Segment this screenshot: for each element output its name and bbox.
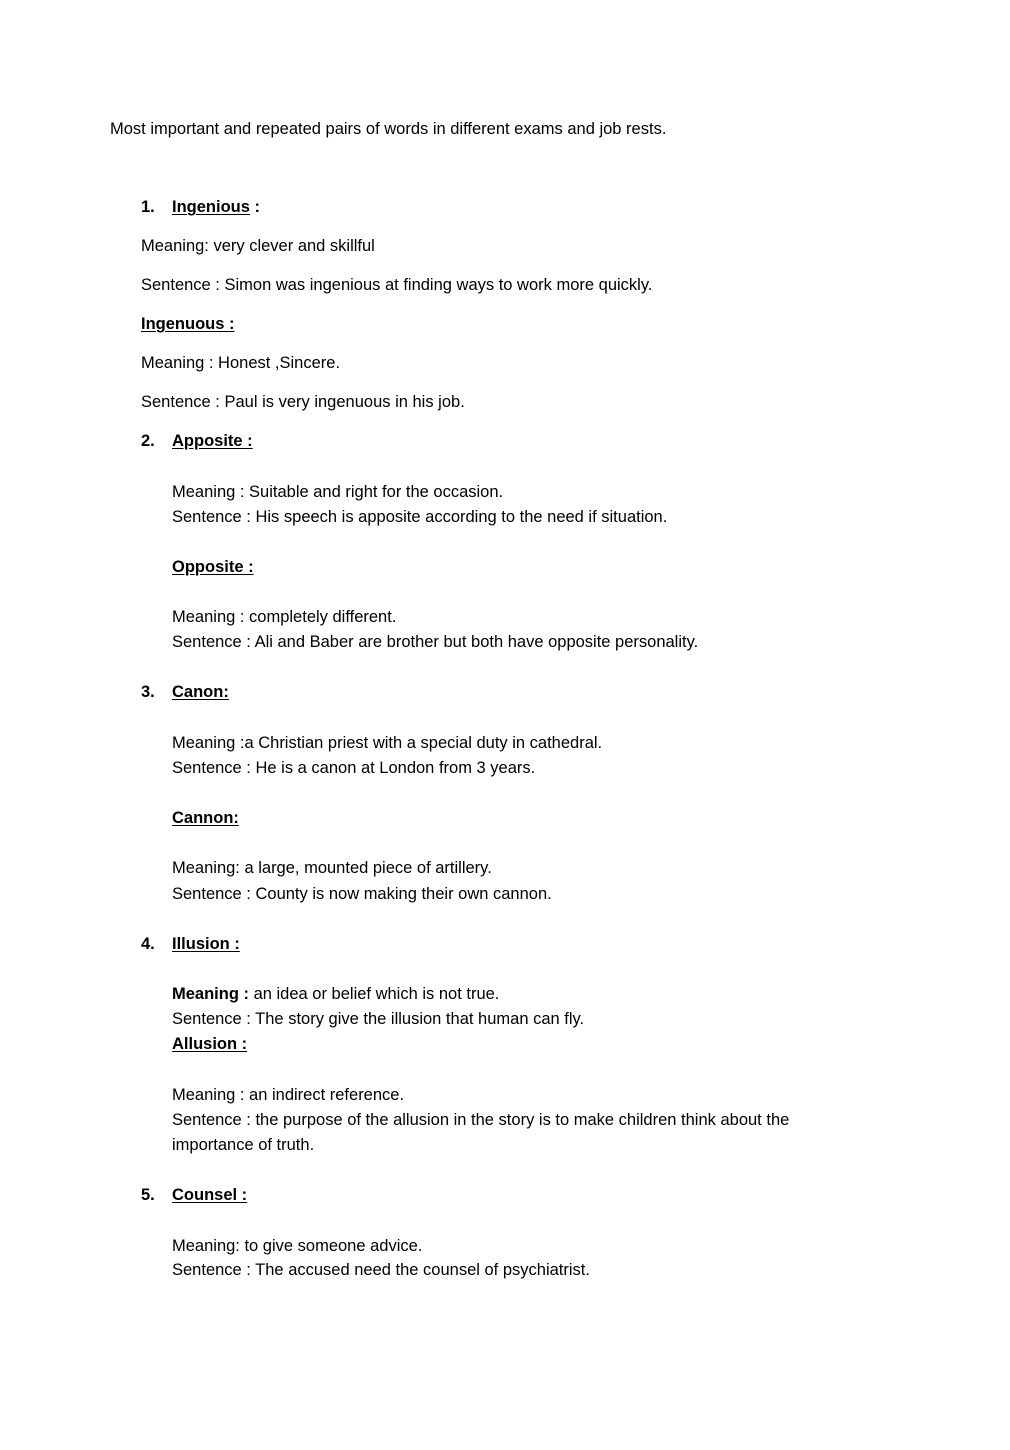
headword: Canon: bbox=[172, 683, 229, 701]
headword: Apposite : bbox=[172, 432, 253, 450]
sentence-text-continued: importance of truth. bbox=[172, 1136, 315, 1154]
headword: Counsel : bbox=[172, 1186, 248, 1204]
sentence-text: Sentence : The accused need the counsel of psychiatrist. bbox=[172, 1261, 590, 1279]
item-number: 2. bbox=[141, 432, 155, 450]
sentence-text: Sentence : Paul is very ingenuous in his job. bbox=[141, 393, 465, 411]
headword bbox=[172, 197, 260, 217]
headword: Illusion : bbox=[172, 935, 240, 953]
meaning-label: Meaning : bbox=[172, 985, 249, 1003]
meaning-text: Meaning :a Christian priest with a special duty in cathedral. bbox=[172, 734, 603, 752]
sentence-text: Sentence : His speech is apposite according to the need if situation. bbox=[172, 508, 668, 526]
headword: Cannon: bbox=[172, 809, 239, 827]
intro-text: Most important and repeated pairs of words in different exams and job rests. bbox=[110, 120, 667, 138]
meaning-text: Meaning: a large, mounted piece of artillery. bbox=[172, 859, 492, 877]
meaning-text: Meaning : Honest ,Sincere. bbox=[141, 354, 341, 372]
meaning-text: Meaning : Suitable and right for the occasion. bbox=[172, 483, 504, 501]
sentence-text: Sentence : Ali and Baber are brother but both have opposite personality. bbox=[172, 633, 699, 651]
sentence-text: Sentence : He is a canon at London from 3 years. bbox=[172, 759, 536, 777]
item-number: 5. bbox=[141, 1186, 155, 1204]
headword-term: Ingenious bbox=[172, 198, 250, 216]
sentence-text: Sentence : the purpose of the allusion in the story is to make children think about the bbox=[172, 1111, 790, 1129]
item-number: 1. bbox=[141, 198, 155, 216]
item-number: 4. bbox=[141, 935, 155, 953]
meaning-text: Meaning : an indirect reference. bbox=[172, 1086, 405, 1104]
headword-suffix: : bbox=[249, 198, 261, 216]
meaning-body: an idea or belief which is not true. bbox=[249, 985, 500, 1003]
headword: Ingenuous : bbox=[141, 315, 235, 333]
meaning-text: Meaning : completely different. bbox=[172, 608, 397, 626]
headword: Opposite : bbox=[172, 558, 254, 576]
sentence-text: Sentence : County is now making their own cannon. bbox=[172, 885, 552, 903]
sentence-text: Sentence : Simon was ingenious at finding ways to work more quickly. bbox=[141, 276, 653, 294]
meaning-text bbox=[172, 984, 499, 1004]
meaning-text: Meaning: very clever and skillful bbox=[141, 237, 375, 255]
item-number: 3. bbox=[141, 683, 155, 701]
headword: Allusion : bbox=[172, 1035, 248, 1053]
sentence-text: Sentence : The story give the illusion that human can fly. bbox=[172, 1010, 585, 1028]
meaning-text: Meaning: to give someone advice. bbox=[172, 1237, 423, 1255]
